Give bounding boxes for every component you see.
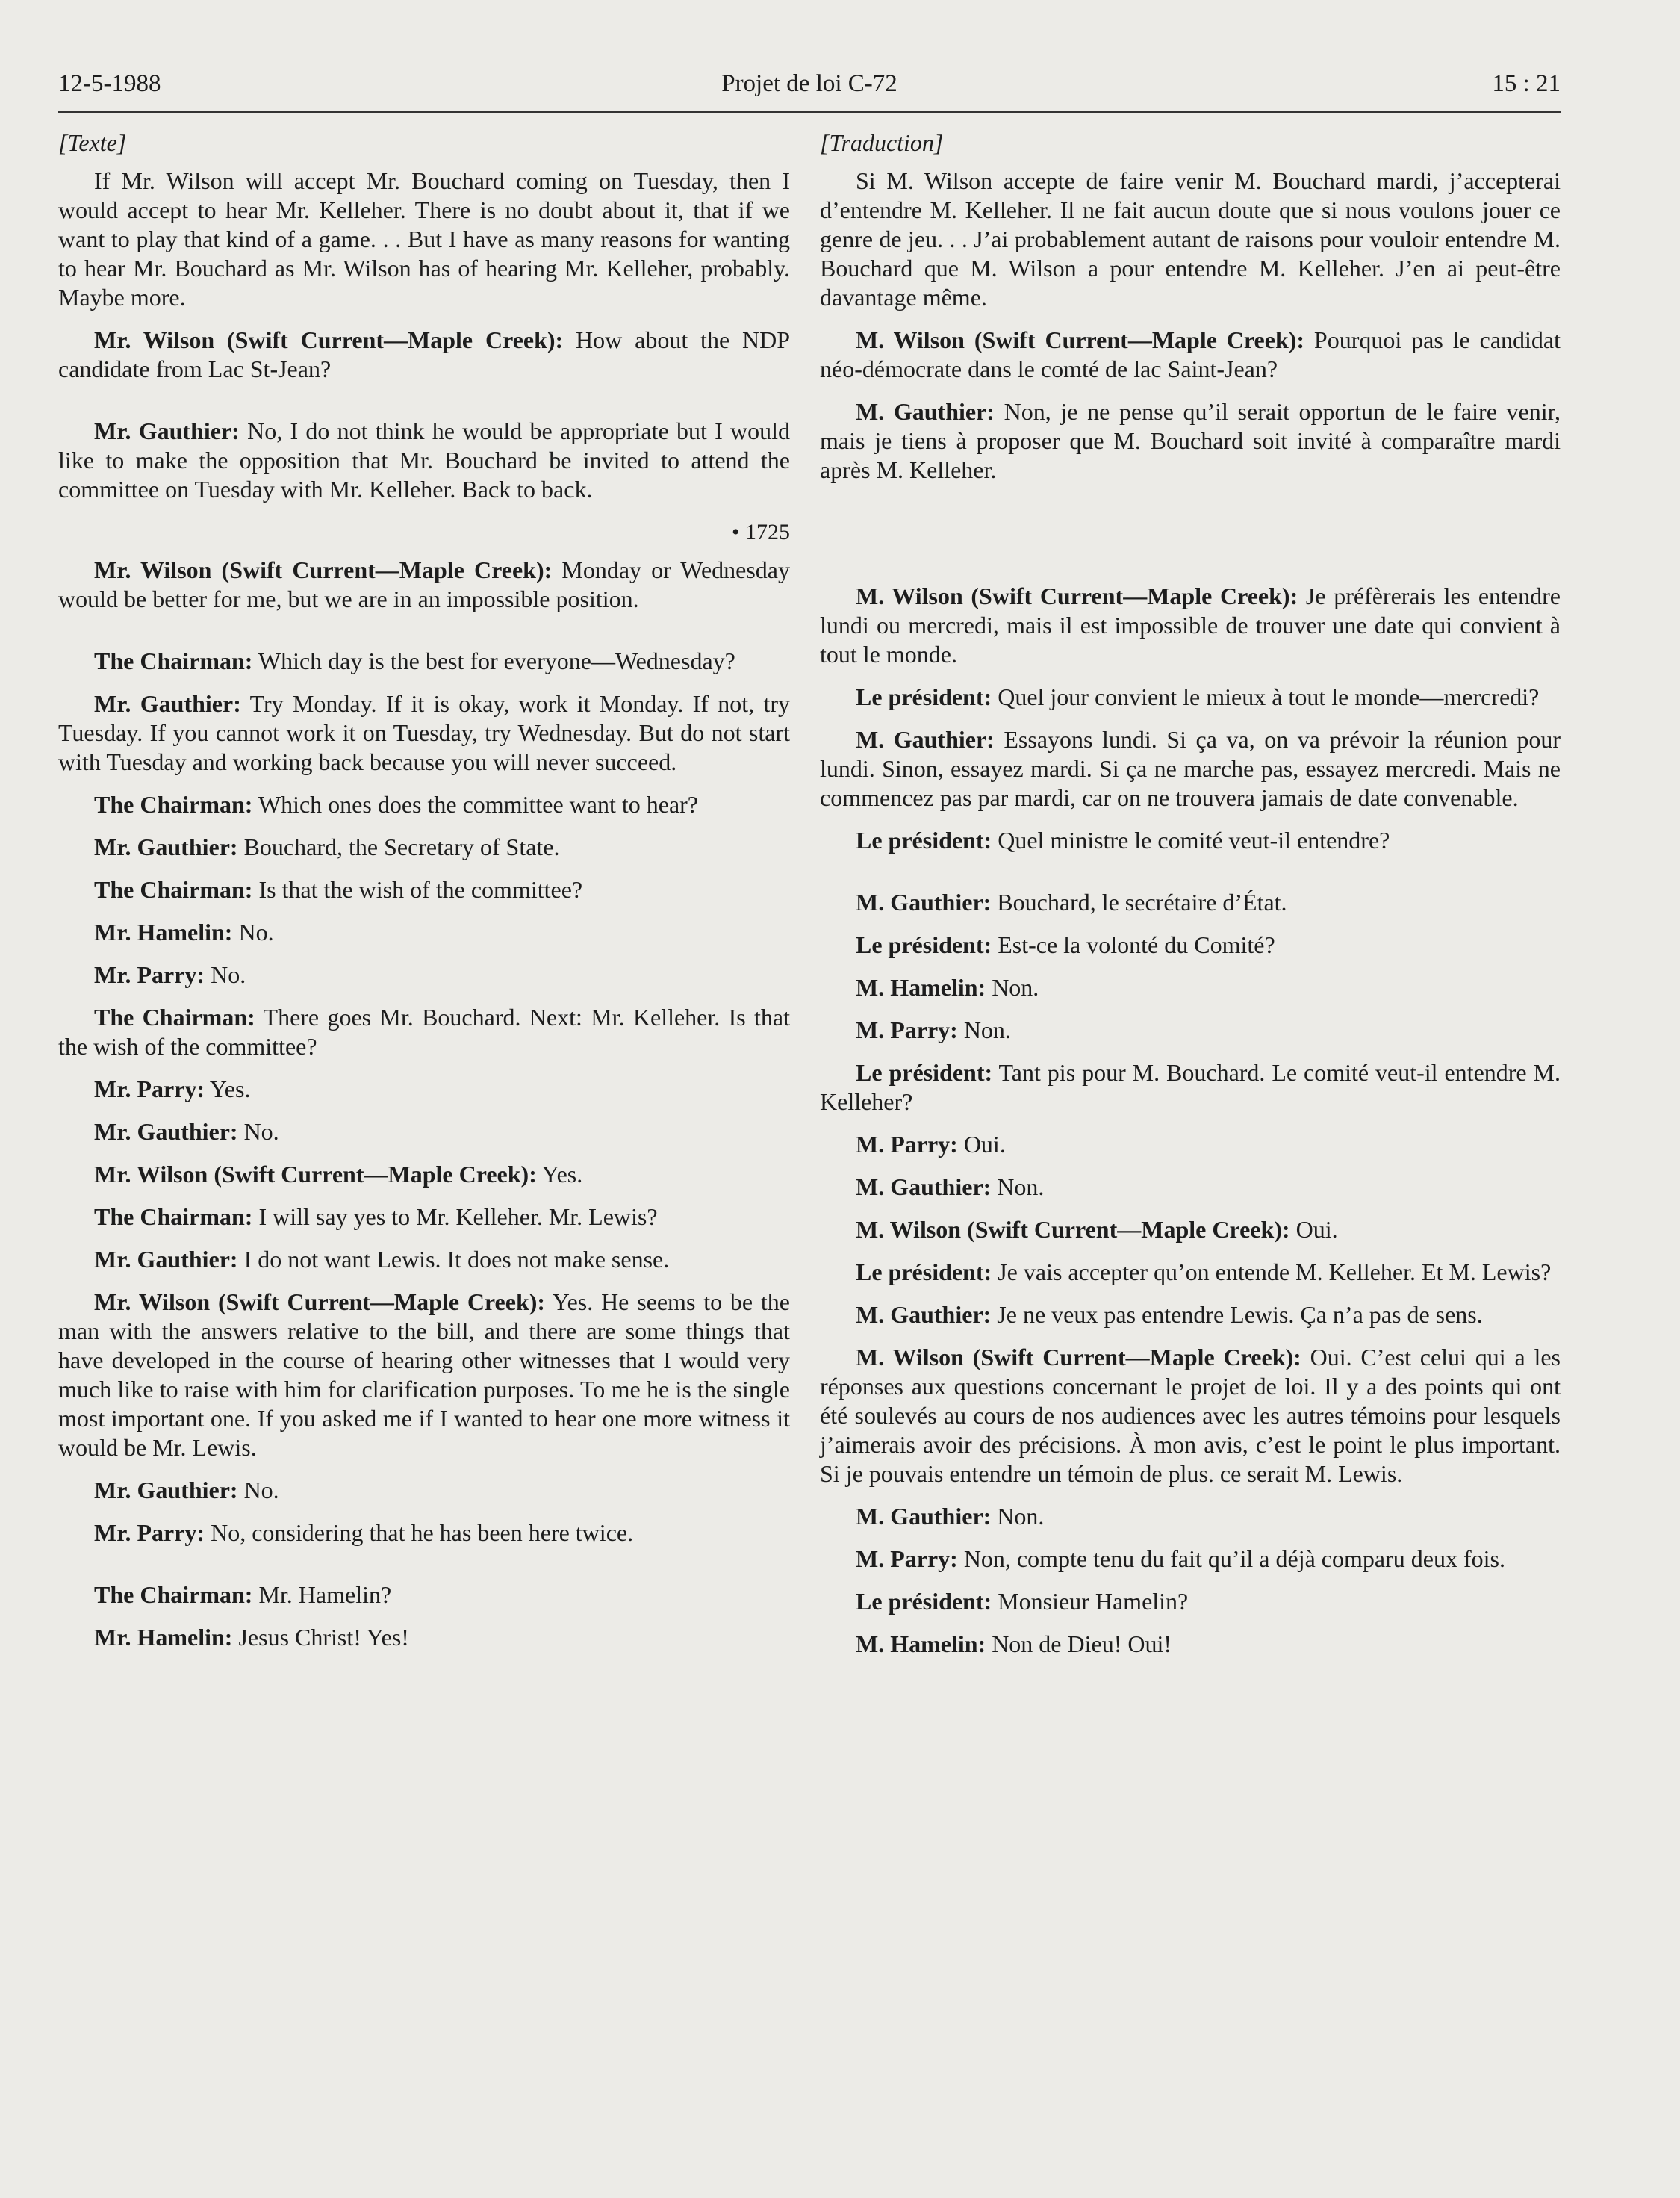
header-date: 12-5-1988 xyxy=(58,70,161,97)
paragraph-text: There goes Mr. Bouchard. Next: Mr. Kelleher. Is that the wish of the committee? xyxy=(58,1004,791,1060)
speaker: Mr. Wilson (Swift Current—Maple Creek): xyxy=(94,1288,546,1315)
translation-tag: [Traduction] xyxy=(820,129,944,156)
paragraph xyxy=(820,167,1561,312)
speaker: Mr. Wilson (Swift Current—Maple Creek): xyxy=(94,1161,537,1188)
paragraph-text: Bouchard, the Secretary of State. xyxy=(237,833,560,860)
paragraph xyxy=(820,326,1561,384)
paragraph-text: Bouchard, le secrétaire d’État. xyxy=(991,889,1287,916)
speaker: The Chairman: xyxy=(94,1004,255,1031)
paragraph-text: Non, compte tenu du fait qu’il a déjà comparu deux fois. xyxy=(957,1545,1505,1572)
paragraph-text: Non. xyxy=(957,1016,1011,1043)
paragraph xyxy=(820,725,1561,813)
paragraph-text: Monday or Wednesday would be better for me, but we are in an impossible position. xyxy=(58,556,791,612)
paragraph-text: Is that the wish of the committee? xyxy=(252,876,583,903)
paragraph-text: Non. xyxy=(986,974,1039,1001)
paragraph-text: No, I do not think he would be appropriate but I would like to make the opposition that Mr. Bouchard be invited to attend the committee on Tuesday with Mr. Kelleher. Back to back. xyxy=(58,417,791,503)
speaker: Mr. Parry: xyxy=(94,1519,205,1546)
paragraph xyxy=(58,1288,790,1462)
paragraph xyxy=(820,1545,1561,1574)
speaker: M. Wilson (Swift Current—Maple Creek): xyxy=(856,583,1298,609)
paragraph xyxy=(58,1580,790,1609)
paragraph xyxy=(58,1245,790,1274)
speaker: M. Gauthier: xyxy=(856,1173,992,1200)
paragraph-text: Je préfèrerais les entendre lundi ou mercredi, mais il est impossible de trouver une date qui convient à tout le monde. xyxy=(820,583,1561,668)
paragraph-text: Yes. xyxy=(205,1075,251,1102)
text-tag: [Texte] xyxy=(58,129,127,156)
paragraph-text: Monsieur Hamelin? xyxy=(992,1588,1189,1615)
paragraph-text: Non, je ne pense qu’il serait opportun de le faire venir, mais je tiens à proposer que M. Bouchard soit invité à comparaître mardi après M. Kelleher. xyxy=(820,398,1561,483)
paragraph xyxy=(820,888,1561,917)
speaker: M. Wilson (Swift Current—Maple Creek): xyxy=(856,1344,1301,1370)
paragraph xyxy=(820,582,1561,669)
paragraph-text: Quel jour convient le mieux à tout le monde—mercredi? xyxy=(992,683,1540,710)
paragraph-text: No. xyxy=(205,961,246,988)
speaker: The Chairman: xyxy=(94,1203,253,1230)
speaker: Le président: xyxy=(856,1588,992,1615)
paragraph-text: Oui. C’est celui qui a les réponses aux questions concernant le projet de loi. Il y a des points qui ont été soulevés au cours de nos audiences avec les autres témoins pour lesquels j’aimerais avoir des précisions. À mon avis, c’est le point le plus important. Si je pouvais entendre un témoin de plus. ce serait M. Lewis. xyxy=(820,1344,1561,1487)
paragraph-text: Yes. xyxy=(536,1161,583,1188)
paragraph xyxy=(820,826,1561,855)
speaker: M. Parry: xyxy=(856,1545,958,1572)
paragraph xyxy=(58,1476,790,1505)
paragraph xyxy=(820,973,1561,1002)
paragraph-text: Jesus Christ! Yes! xyxy=(232,1624,409,1651)
speaker: Mr. Parry: xyxy=(94,961,205,988)
paragraph xyxy=(820,1343,1561,1488)
paragraph xyxy=(58,1623,790,1652)
header-title: Projet de loi C-72 xyxy=(721,70,897,97)
speaker: Le président: xyxy=(856,1258,992,1285)
speaker: M. Gauthier: xyxy=(856,398,995,425)
speaker: Mr. Hamelin: xyxy=(94,1624,233,1651)
paragraph xyxy=(58,1117,790,1146)
paragraph-text: Tant pis pour M. Bouchard. Le comité veut-il entendre M. Kelleher? xyxy=(820,1059,1561,1115)
paragraph-text: Je ne veux pas entendre Lewis. Ça n’a pas de sens. xyxy=(991,1301,1483,1328)
speaker: Mr. Wilson (Swift Current—Maple Creek): xyxy=(94,326,564,353)
speaker: M. Gauthier: xyxy=(856,889,992,916)
speaker: Le président: xyxy=(856,827,992,854)
paragraph xyxy=(58,167,790,312)
paragraph xyxy=(820,683,1561,712)
paragraph xyxy=(58,417,790,504)
paragraph xyxy=(58,790,790,819)
paragraph-text: Non de Dieu! Oui! xyxy=(986,1630,1172,1657)
speaker: Le président: xyxy=(856,1059,993,1086)
paragraph xyxy=(820,1258,1561,1287)
paragraph xyxy=(820,397,1561,485)
speaker: The Chairman: xyxy=(94,791,253,818)
paragraph-text: Which ones does the committee want to hear? xyxy=(252,791,698,818)
paragraph-text: Oui. xyxy=(957,1131,1006,1158)
speaker: Le président: xyxy=(856,931,992,958)
paragraph-text: Je vais accepter qu’on entende M. Kelleher. Et M. Lewis? xyxy=(992,1258,1552,1285)
speaker: M. Parry: xyxy=(856,1131,958,1158)
paragraph-text: Pourquoi pas le candidat néo-démocrate dans le comté de lac Saint-Jean? xyxy=(820,326,1561,382)
paragraph xyxy=(58,1160,790,1189)
english-column xyxy=(58,128,790,1665)
paragraph xyxy=(820,1630,1561,1659)
speaker: M. Gauthier: xyxy=(856,1503,992,1530)
paragraph xyxy=(820,1173,1561,1202)
paragraph xyxy=(58,1075,790,1104)
speaker: Mr. Gauthier: xyxy=(94,1118,238,1145)
speaker: Mr. Gauthier: xyxy=(94,1246,238,1273)
speaker: The Chairman: xyxy=(94,876,253,903)
paragraph xyxy=(58,960,790,990)
paragraph-text: Try Monday. If it is okay, work it Monday. If not, try Tuesday. If you cannot work it on Tuesday, try Wednesday. But do not start with Tuesday and working back because you will never succeed. xyxy=(58,690,791,775)
paragraph xyxy=(820,1058,1561,1117)
paragraph-text: Which day is the best for everyone—Wednesday? xyxy=(252,648,735,674)
speaker: The Chairman: xyxy=(94,1581,253,1608)
paragraph-text: Yes. He seems to be the man with the answers relative to the bill, and there are some things that have developed in the course of hearing other witnesses that I would very much like to raise with him for clarification purposes. To me he is the single most important one. If you asked me if I wanted to hear one more witness it would be Mr. Lewis. xyxy=(58,1288,791,1461)
paragraph xyxy=(820,1300,1561,1329)
paragraph-text: No, considering that he has been here twice. xyxy=(205,1519,634,1546)
paragraph-text: Si M. Wilson accepte de faire venir M. Bouchard mardi, j’accepterai d’entendre M. Kelleher. Il ne fait aucun doute que si nous voulons jouer ce genre de jeu. . . J’ai probablement autant de raisons pour vouloir entendre M. Bouchard que M. Wilson a pour entendre M. Kelleher. J’en ai peut-être davantage même. xyxy=(820,167,1561,311)
paragraph xyxy=(820,1130,1561,1159)
paragraph xyxy=(58,556,790,614)
paragraph-text: Non. xyxy=(991,1173,1045,1200)
paragraph xyxy=(58,647,790,676)
paragraph-text: I do not want Lewis. It does not make sense. xyxy=(237,1246,670,1273)
paragraph xyxy=(58,1518,790,1547)
paragraph-text: If Mr. Wilson will accept Mr. Bouchard coming on Tuesday, then I would accept to hear Mr. Kelleher. There is no doubt about it, that if we want to play that kind of a game. . . But I have as many reasons for wanting to hear Mr. Bouchard as Mr. Wilson has of hearing Mr. Kelleher, probably. Maybe more. xyxy=(58,167,790,311)
paragraph xyxy=(58,875,790,904)
speaker: Mr. Hamelin: xyxy=(94,919,233,946)
paragraph-text: No. xyxy=(237,1118,279,1145)
speaker: M. Parry: xyxy=(856,1016,958,1043)
speaker: M. Gauthier: xyxy=(856,1301,992,1328)
header-page-number: 15 : 21 xyxy=(1492,70,1561,97)
paragraph xyxy=(820,931,1561,960)
paragraph-text: No. xyxy=(232,919,274,946)
speaker: Mr. Gauthier: xyxy=(94,1477,238,1503)
paragraph xyxy=(58,1003,790,1061)
paragraph xyxy=(58,918,790,947)
paragraph-text: How about the NDP candidate from Lac St-Jean? xyxy=(58,326,791,382)
paragraph-text: Est-ce la volonté du Comité? xyxy=(992,931,1275,958)
paragraph-text: I will say yes to Mr. Kelleher. Mr. Lewis? xyxy=(252,1203,658,1230)
speaker: M. Wilson (Swift Current—Maple Creek): xyxy=(856,1216,1290,1243)
paragraph-text: Oui. xyxy=(1289,1216,1338,1243)
speaker: Mr. Gauthier: xyxy=(94,690,241,717)
time-marker: • 1725 xyxy=(731,520,790,544)
paragraph-text: Mr. Hamelin? xyxy=(252,1581,392,1608)
speaker: Mr. Gauthier: xyxy=(94,417,240,444)
paragraph xyxy=(820,1587,1561,1616)
paragraph-text: Non. xyxy=(991,1503,1045,1530)
paragraph xyxy=(820,1502,1561,1531)
paragraph xyxy=(58,326,790,384)
speaker: Mr. Gauthier: xyxy=(94,833,238,860)
french-column xyxy=(820,128,1561,1672)
speaker: Le président: xyxy=(856,683,992,710)
speaker: M. Hamelin: xyxy=(856,974,986,1001)
speaker: Mr. Parry: xyxy=(94,1075,205,1102)
paragraph xyxy=(820,1215,1561,1244)
speaker: M. Hamelin: xyxy=(856,1630,986,1657)
paragraph xyxy=(58,689,790,777)
speaker: The Chairman: xyxy=(94,648,253,674)
paragraph xyxy=(58,833,790,862)
paragraph-text: Quel ministre le comité veut-il entendre? xyxy=(992,827,1390,854)
speaker: M. Wilson (Swift Current—Maple Creek): xyxy=(856,326,1305,353)
paragraph-text: No. xyxy=(237,1477,279,1503)
speaker: Mr. Wilson (Swift Current—Maple Creek): xyxy=(94,556,553,583)
paragraph-text: Essayons lundi. Si ça va, on va prévoir la réunion pour lundi. Sinon, essayez mardi. Si ça ne marche pas, essayez mercredi. Mais ne commencez pas par mardi, car on ne trouvera jamais de date convenable. xyxy=(820,726,1561,811)
page-header xyxy=(58,66,1561,113)
paragraph xyxy=(58,1202,790,1232)
speaker: M. Gauthier: xyxy=(856,726,995,753)
paragraph xyxy=(820,1016,1561,1045)
